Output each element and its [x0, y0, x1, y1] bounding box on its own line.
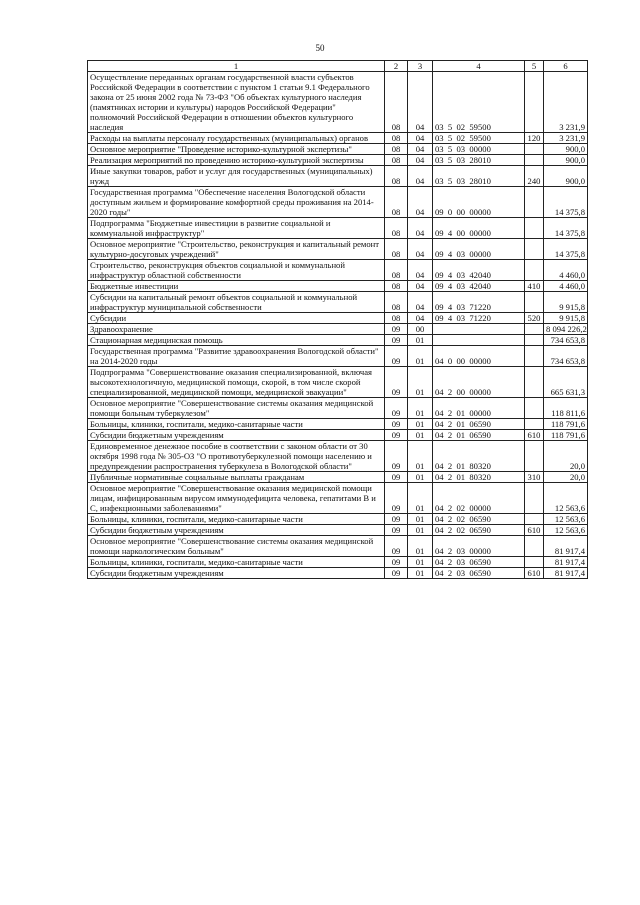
amount-cell: 4 460,0: [544, 260, 588, 281]
target-article-cell: 04 2 01 80320: [433, 472, 525, 483]
table-row: [88, 292, 588, 313]
row-name-cell: Реализация мероприятий по проведению историко-культурной экспертизы: [88, 155, 385, 166]
row-name-cell: Здравоохранение: [88, 324, 385, 335]
target-article-cell: 04 2 01 06590: [433, 430, 525, 441]
subsection-code-cell: 04: [408, 292, 433, 313]
section-code-cell: 08: [385, 166, 408, 187]
target-article-cell: 04 2 02 06590: [433, 525, 525, 536]
section-code-cell: 09: [385, 324, 408, 335]
section-code-cell: 08: [385, 281, 408, 292]
section-code-cell: 09: [385, 398, 408, 419]
section-code-cell: 09: [385, 335, 408, 346]
row-name-cell: Подпрограмма "Бюджетные инвестиции в развитие социальной и коммунальной инфраструктур": [88, 218, 385, 239]
table-row: [88, 367, 588, 398]
section-code-cell: 08: [385, 72, 408, 133]
column-header: 3: [408, 61, 433, 72]
subsection-code-cell: 01: [408, 472, 433, 483]
table-row: [88, 483, 588, 514]
table-row: [88, 419, 588, 430]
amount-cell: 118 791,6: [544, 419, 588, 430]
row-name-cell: Субсидии на капитальный ремонт объектов социальной и коммунальной инфраструктур муниципальной собственности: [88, 292, 385, 313]
amount-cell: 14 375,8: [544, 218, 588, 239]
target-article-cell: 09 4 03 42040: [433, 260, 525, 281]
row-name-cell: Бюджетные инвестиции: [88, 281, 385, 292]
expense-type-cell: 610: [525, 525, 544, 536]
column-header: 5: [525, 61, 544, 72]
table-row: [88, 335, 588, 346]
row-name-cell: Больницы, клиники, госпитали, медико-санитарные части: [88, 419, 385, 430]
table-row: [88, 430, 588, 441]
amount-cell: 3 231,9: [544, 133, 588, 144]
section-code-cell: 09: [385, 525, 408, 536]
subsection-code-cell: 04: [408, 144, 433, 155]
section-code-cell: 09: [385, 472, 408, 483]
row-name-cell: Больницы, клиники, госпитали, медико-санитарные части: [88, 557, 385, 568]
row-name-cell: Субсидии бюджетным учреждениям: [88, 430, 385, 441]
target-article-cell: 04 2 01 80320: [433, 441, 525, 472]
row-name-cell: Государственная программа "Обеспечение населения Вологодской области доступным жильем и формирование комфортной среды проживания на 2014-2020 годы": [88, 187, 385, 218]
expense-type-cell: [525, 218, 544, 239]
section-code-cell: 08: [385, 144, 408, 155]
row-name-cell: Подпрограмма "Совершенствование оказания специализированной, включая высокотехнологичную, медицинской помощи, скорой, в том числе скорой специализированной, медицинской помощи, медицинской эвакуации": [88, 367, 385, 398]
section-code-cell: 08: [385, 218, 408, 239]
expense-type-cell: 610: [525, 430, 544, 441]
table-row: [88, 187, 588, 218]
target-article-cell: 04 2 00 00000: [433, 367, 525, 398]
expense-type-cell: [525, 335, 544, 346]
amount-cell: 20,0: [544, 472, 588, 483]
table-header-row: [88, 61, 588, 72]
amount-cell: 118 811,6: [544, 398, 588, 419]
expense-type-cell: [525, 346, 544, 367]
subsection-code-cell: 04: [408, 72, 433, 133]
target-article-cell: 09 0 00 00000: [433, 187, 525, 218]
row-name-cell: Осуществление переданных органам государственной власти субъектов Российской Федерации в соответствии с пунктом 1 статьи 9.1 Федерального закона от 25 июня 2002 года № 73-ФЗ "Об объектах культурного наследия (памятниках истории и культуры) народов Российской Федерации" полномочий Российской Федерации в отношении объектов культурного наследия: [88, 72, 385, 133]
subsection-code-cell: 04: [408, 133, 433, 144]
amount-cell: 12 563,6: [544, 483, 588, 514]
expense-type-cell: [525, 260, 544, 281]
target-article-cell: [433, 324, 525, 335]
table-row: [88, 525, 588, 536]
table-row: [88, 166, 588, 187]
row-name-cell: Основное мероприятие "Проведение историко-культурной экспертизы": [88, 144, 385, 155]
row-name-cell: Единовременное денежное пособие в соответствии с законом области от 30 октября 1998 года № 305-ОЗ "О противотуберкулезной помощи населению и предупреждении распространения туберкулеза в Вологодской области": [88, 441, 385, 472]
table-row: [88, 557, 588, 568]
subsection-code-cell: 04: [408, 218, 433, 239]
subsection-code-cell: 04: [408, 260, 433, 281]
column-header: 2: [385, 61, 408, 72]
expense-type-cell: 410: [525, 281, 544, 292]
section-code-cell: 09: [385, 441, 408, 472]
amount-cell: 14 375,8: [544, 187, 588, 218]
expense-type-cell: [525, 187, 544, 218]
amount-cell: 81 917,4: [544, 568, 588, 579]
amount-cell: 734 653,8: [544, 346, 588, 367]
subsection-code-cell: 01: [408, 335, 433, 346]
amount-cell: 81 917,4: [544, 557, 588, 568]
target-article-cell: 09 4 00 00000: [433, 218, 525, 239]
row-name-cell: Расходы на выплаты персоналу государственных (муниципальных) органов: [88, 133, 385, 144]
budget-table: [87, 60, 588, 579]
target-article-cell: 09 4 03 00000: [433, 239, 525, 260]
target-article-cell: 04 2 03 06590: [433, 557, 525, 568]
table-row: [88, 514, 588, 525]
column-header: 4: [433, 61, 525, 72]
subsection-code-cell: 04: [408, 239, 433, 260]
target-article-cell: 03 5 03 28010: [433, 166, 525, 187]
subsection-code-cell: 01: [408, 536, 433, 557]
expense-type-cell: [525, 483, 544, 514]
target-article-cell: 03 5 02 59500: [433, 72, 525, 133]
section-code-cell: 08: [385, 313, 408, 324]
table-row: [88, 239, 588, 260]
row-name-cell: Больницы, клиники, госпитали, медико-санитарные части: [88, 514, 385, 525]
amount-cell: 3 231,9: [544, 72, 588, 133]
table-row: [88, 472, 588, 483]
section-code-cell: 09: [385, 367, 408, 398]
section-code-cell: 08: [385, 260, 408, 281]
amount-cell: 665 631,3: [544, 367, 588, 398]
amount-cell: 8 094 226,2: [544, 324, 588, 335]
expense-type-cell: 520: [525, 313, 544, 324]
amount-cell: 12 563,6: [544, 514, 588, 525]
target-article-cell: 04 0 00 00000: [433, 346, 525, 367]
expense-type-cell: 240: [525, 166, 544, 187]
table-row: [88, 313, 588, 324]
amount-cell: 12 563,6: [544, 525, 588, 536]
target-article-cell: 03 5 03 28010: [433, 155, 525, 166]
section-code-cell: 09: [385, 536, 408, 557]
target-article-cell: [433, 335, 525, 346]
table-row: [88, 281, 588, 292]
row-name-cell: Субсидии бюджетным учреждениям: [88, 525, 385, 536]
target-article-cell: 04 2 01 06590: [433, 419, 525, 430]
target-article-cell: 03 5 03 00000: [433, 144, 525, 155]
section-code-cell: 09: [385, 557, 408, 568]
target-article-cell: 04 2 03 06590: [433, 568, 525, 579]
table-row: [88, 155, 588, 166]
target-article-cell: 04 2 02 06590: [433, 514, 525, 525]
expense-type-cell: [525, 557, 544, 568]
section-code-cell: 09: [385, 568, 408, 579]
subsection-code-cell: 04: [408, 155, 433, 166]
section-code-cell: 08: [385, 239, 408, 260]
target-article-cell: 09 4 03 42040: [433, 281, 525, 292]
expense-type-cell: [525, 536, 544, 557]
subsection-code-cell: 04: [408, 313, 433, 324]
row-name-cell: Публичные нормативные социальные выплаты гражданам: [88, 472, 385, 483]
subsection-code-cell: 01: [408, 367, 433, 398]
section-code-cell: 09: [385, 483, 408, 514]
target-article-cell: 04 2 01 00000: [433, 398, 525, 419]
table-row: [88, 568, 588, 579]
column-header: 6: [544, 61, 588, 72]
expense-type-cell: [525, 72, 544, 133]
table-row: [88, 72, 588, 133]
amount-cell: 9 915,8: [544, 313, 588, 324]
section-code-cell: 08: [385, 155, 408, 166]
expense-type-cell: [525, 367, 544, 398]
table-row: [88, 324, 588, 335]
amount-cell: 81 917,4: [544, 536, 588, 557]
row-name-cell: Стационарная медицинская помощь: [88, 335, 385, 346]
target-article-cell: 03 5 02 59500: [433, 133, 525, 144]
subsection-code-cell: 01: [408, 514, 433, 525]
table-row: [88, 260, 588, 281]
expense-type-cell: [525, 324, 544, 335]
table-row: [88, 346, 588, 367]
section-code-cell: 09: [385, 419, 408, 430]
amount-cell: 4 460,0: [544, 281, 588, 292]
row-name-cell: Основное мероприятие "Совершенствование системы оказания медицинской помощи наркологическим больным": [88, 536, 385, 557]
subsection-code-cell: 04: [408, 281, 433, 292]
target-article-cell: 09 4 03 71220: [433, 292, 525, 313]
amount-cell: 14 375,8: [544, 239, 588, 260]
amount-cell: 118 791,6: [544, 430, 588, 441]
amount-cell: 900,0: [544, 155, 588, 166]
expense-type-cell: 120: [525, 133, 544, 144]
section-code-cell: 08: [385, 187, 408, 218]
target-article-cell: 09 4 03 71220: [433, 313, 525, 324]
section-code-cell: 08: [385, 292, 408, 313]
subsection-code-cell: 01: [408, 568, 433, 579]
subsection-code-cell: 01: [408, 430, 433, 441]
subsection-code-cell: 01: [408, 525, 433, 536]
expense-type-cell: [525, 292, 544, 313]
row-name-cell: Основное мероприятие "Совершенствование оказания медицинской помощи лицам, инфицированным вирусом иммунодефицита человека, гепатитами В и С, инфекционными заболеваниями": [88, 483, 385, 514]
row-name-cell: Основное мероприятие "Совершенствование системы оказания медицинской помощи больным туберкулезом": [88, 398, 385, 419]
row-name-cell: Государственная программа "Развитие здравоохранения Вологодской области" на 2014-2020 годы: [88, 346, 385, 367]
expense-type-cell: [525, 419, 544, 430]
subsection-code-cell: 01: [408, 557, 433, 568]
expense-type-cell: [525, 514, 544, 525]
subsection-code-cell: 04: [408, 187, 433, 218]
row-name-cell: Основное мероприятие "Строительство, реконструкция и капитальный ремонт культурно-досуговых учреждений": [88, 239, 385, 260]
subsection-code-cell: 01: [408, 419, 433, 430]
section-code-cell: 09: [385, 346, 408, 367]
subsection-code-cell: 00: [408, 324, 433, 335]
expense-type-cell: [525, 441, 544, 472]
section-code-cell: 09: [385, 430, 408, 441]
expense-type-cell: [525, 144, 544, 155]
row-name-cell: Строительство, реконструкция объектов социальной и коммунальной инфраструктур областной собственности: [88, 260, 385, 281]
amount-cell: 20,0: [544, 441, 588, 472]
amount-cell: 734 653,8: [544, 335, 588, 346]
table-row: [88, 144, 588, 155]
expense-type-cell: 310: [525, 472, 544, 483]
subsection-code-cell: 01: [408, 398, 433, 419]
subsection-code-cell: 01: [408, 441, 433, 472]
target-article-cell: 04 2 03 00000: [433, 536, 525, 557]
expense-type-cell: [525, 155, 544, 166]
table-row: [88, 441, 588, 472]
row-name-cell: Субсидии бюджетным учреждениям: [88, 568, 385, 579]
section-code-cell: 09: [385, 514, 408, 525]
amount-cell: 9 915,8: [544, 292, 588, 313]
subsection-code-cell: 01: [408, 483, 433, 514]
column-header: 1: [88, 61, 385, 72]
page-number: 50: [315, 43, 325, 53]
row-name-cell: Иные закупки товаров, работ и услуг для государственных (муниципальных) нужд: [88, 166, 385, 187]
table-row: [88, 218, 588, 239]
amount-cell: 900,0: [544, 166, 588, 187]
expense-type-cell: [525, 398, 544, 419]
row-name-cell: Субсидии: [88, 313, 385, 324]
subsection-code-cell: 01: [408, 346, 433, 367]
expense-type-cell: [525, 239, 544, 260]
table-row: [88, 133, 588, 144]
section-code-cell: 08: [385, 133, 408, 144]
subsection-code-cell: 04: [408, 166, 433, 187]
table-row: [88, 398, 588, 419]
target-article-cell: 04 2 02 00000: [433, 483, 525, 514]
amount-cell: 900,0: [544, 144, 588, 155]
expense-type-cell: 610: [525, 568, 544, 579]
table-row: [88, 536, 588, 557]
